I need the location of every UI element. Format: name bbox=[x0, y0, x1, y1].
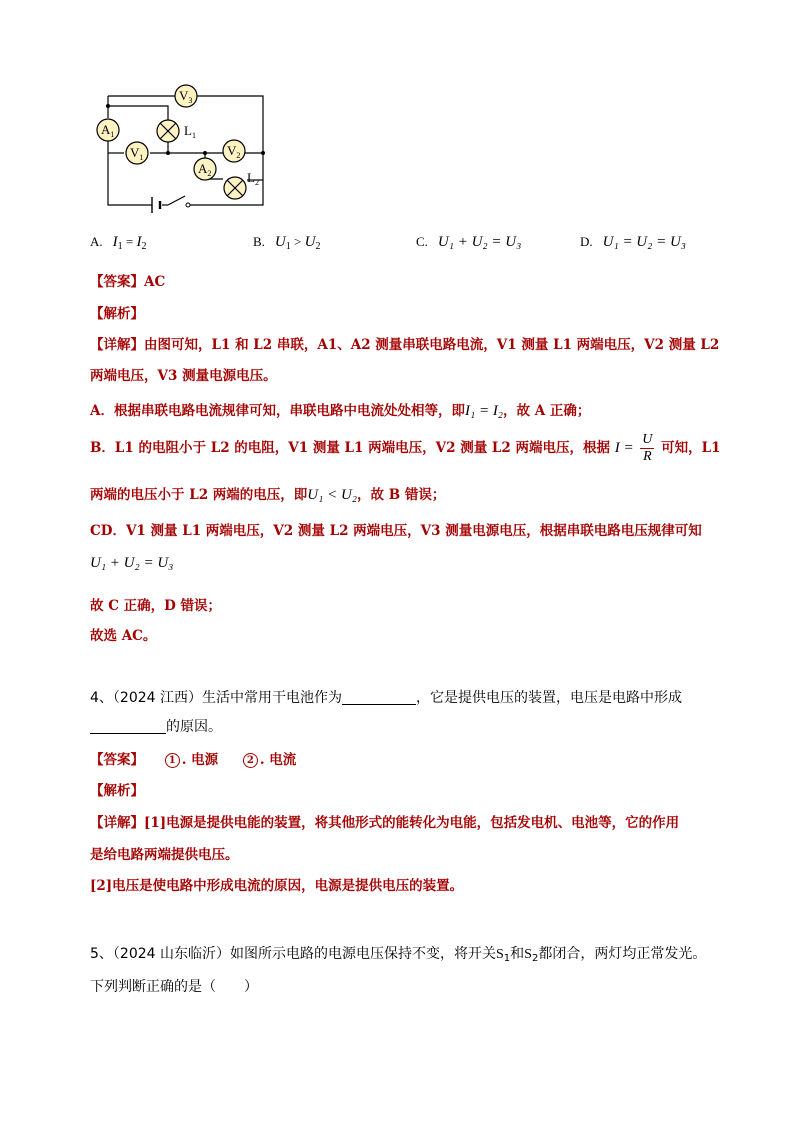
q3-detail-line2: 两端电压，V3 测量电源电压。 bbox=[90, 368, 277, 384]
a1-label: $A_1$ bbox=[101, 122, 115, 139]
q3-detail-line1: 【详解】由图可知，L1 和 L2 串联，A1、A2 测量串联电路电流，V1 测量 L1 两端电压，V2 测量 L2 bbox=[90, 337, 720, 353]
q4-blank-2 bbox=[90, 719, 166, 734]
option-b: B. $U_1 > U_2$ bbox=[253, 234, 321, 252]
q4-answer: 【答案】 1 . 电源 2 . 电流 bbox=[90, 752, 297, 768]
q4-analysis-label: 【解析】 bbox=[90, 783, 144, 799]
q4-blank-1 bbox=[342, 690, 416, 705]
circuit-diagram bbox=[90, 78, 280, 218]
v2-label: $V_2$ bbox=[227, 143, 241, 160]
option-d: D. U₁ = U₂ = U₃ bbox=[580, 234, 687, 250]
q5-stem-line2: 下列判断正确的是（ ） bbox=[90, 979, 258, 995]
q3-answer: 【答案】AC bbox=[90, 274, 166, 290]
q3-option-b-explanation: B．L1 的电阻小于 L2 的电阻，V1 测量 L1 两端电压，V2 测量 L2 两端电压，根据 I = $\frac{U}{R}$ 可知，L1 bbox=[90, 432, 721, 464]
option-c: C. U₁ + U₂ = U₃ bbox=[416, 234, 522, 250]
q3-cd-equation: U₁ + U₂ = U₃ bbox=[90, 555, 174, 571]
l1-label: $L_1$ bbox=[184, 123, 196, 140]
q3-analysis-label: 【解析】 bbox=[90, 306, 144, 322]
q3-c-correct: 故 C 正确，D 错误； bbox=[90, 598, 222, 614]
q3-option-b-explanation-2: 两端的电压小于 L2 两端的电压，即U₁ < U₂，故 B 错误； bbox=[90, 487, 446, 503]
q3-option-a-explanation: A．根据串联电路电流规律可知，串联电路中电流处处相等，即I₁ = I₂，故 A 正确； bbox=[90, 403, 591, 419]
q4-stem-line1: 4、（2024 江西）生活中常用干电池作为 ，它是提供电压的装置，电压是电路中形成 bbox=[90, 690, 682, 706]
q4-detail-line3: [2]电压是使电路中形成电流的原因，电源是提供电压的装置。 bbox=[90, 878, 464, 894]
q4-detail-line1: 【详解】[1]电源是提供电能的装置，将其他形式的能转化为电能，包括发电机、电池等，它的作用 bbox=[90, 815, 680, 831]
q4-detail-line2: 是给电路两端提供电压。 bbox=[90, 847, 239, 863]
v3-label: $V_3$ bbox=[179, 88, 193, 105]
q3-choose: 故选 AC。 bbox=[90, 628, 157, 644]
option-a: A. $I_1 = I_2$ bbox=[90, 234, 147, 252]
a2-label: $A_2$ bbox=[198, 161, 212, 178]
v1-label: $V_1$ bbox=[130, 145, 144, 162]
q5-stem-line1: 5、（2024 山东临沂）如图所示电路的电源电压保持不变，将开关$S_1$和$S_2$都闭合，两灯均正常发光。 bbox=[90, 946, 707, 964]
circled-number-2: 2 bbox=[243, 753, 258, 768]
ohms-law-fraction: $\frac{U}{R}$ bbox=[642, 432, 653, 464]
q4-stem-line2: 的原因。 bbox=[90, 716, 222, 736]
q3-option-cd-explanation: CD．V1 测量 L1 两端电压，V2 测量 L2 两端电压，V3 测量电源电压，根据串联电路电压规律可知 bbox=[90, 523, 702, 539]
circled-number-1: 1 bbox=[165, 753, 180, 768]
l2-label: $L_2$ bbox=[247, 170, 259, 187]
